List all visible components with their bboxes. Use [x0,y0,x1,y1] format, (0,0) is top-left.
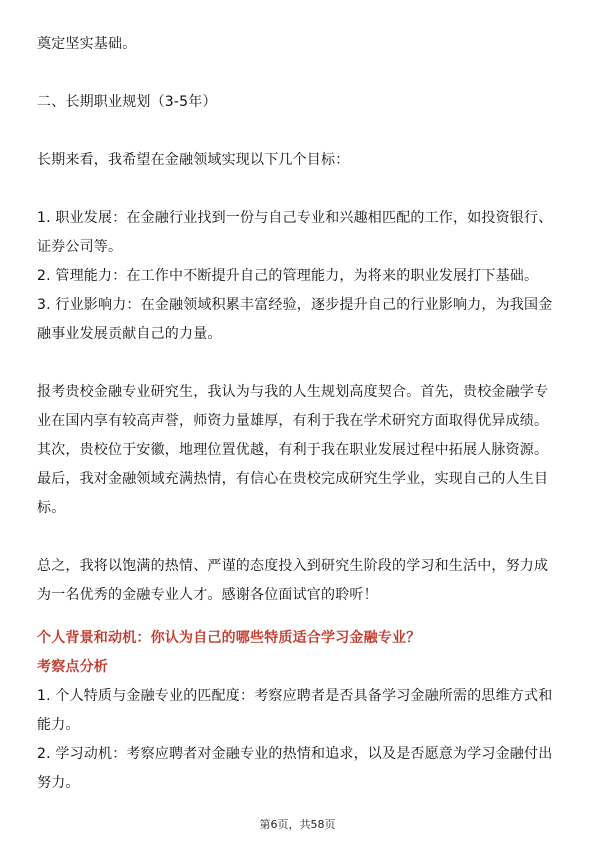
list-item: 2. 管理能力：在工作中不断提升自己的管理能力，为将来的职业发展打下基础。 [37,268,539,284]
body-line: 业在国内享有较高声誉，师资力量雄厚，有利于我在学术研究方面取得优异成绩。 [37,413,549,429]
body-line: 最后，我对金融领域充满热情，有信心在贵校完成研究生学业，实现自己的人生目 [37,471,549,487]
list-item: 3. 行业影响力：在金融领域积累丰富经验，逐步提升自己的行业影响力，为我国金 [37,297,553,313]
body-line: 标。 [37,500,66,516]
question-title: 个人背景和动机：你认为自己的哪些特质适合学习金融专业？ [37,630,421,646]
body-line: 长期来看，我希望在金融领域实现以下几个目标： [37,152,350,168]
body-line: 其次，贵校位于安徽，地理位置优越，有利于我在职业发展过程中拓展人脉资源。 [37,442,549,458]
body-line: 为一名优秀的金融专业人才。感谢各位面试官的聆听！ [37,587,378,603]
list-item-continuation: 证券公司等。 [37,239,123,255]
list-item: 1. 职业发展：在金融行业找到一份与自己专业和兴趣相匹配的工作，如投资银行、 [37,210,553,226]
analysis-item: 1. 个人特质与金融专业的匹配度：考察应聘者是否具备学习金融所需的思维方式和 [37,688,553,704]
body-line: 报考贵校金融专业研究生，我认为与我的人生规划高度契合。首先，贵校金融学专 [37,384,549,400]
page-number: 第6页，共58页 [259,818,336,831]
analysis-item-continuation: 努力。 [37,775,80,791]
analysis-item-continuation: 能力。 [37,717,80,733]
body-line: 总之，我将以饱满的热情、严谨的态度投入到研究生阶段的学习和生活中，努力成 [37,558,549,574]
analysis-item: 2. 学习动机：考察应聘者对金融专业的热情和追求，以及是否愿意为学习金融付出 [37,746,553,762]
section-heading: 二、长期职业规划（3-5年） [37,94,217,110]
list-item-continuation: 融事业发展贡献自己的力量。 [37,326,222,342]
analysis-heading: 考察点分析 [37,659,108,675]
body-line: 奠定坚实基础。 [37,36,137,52]
